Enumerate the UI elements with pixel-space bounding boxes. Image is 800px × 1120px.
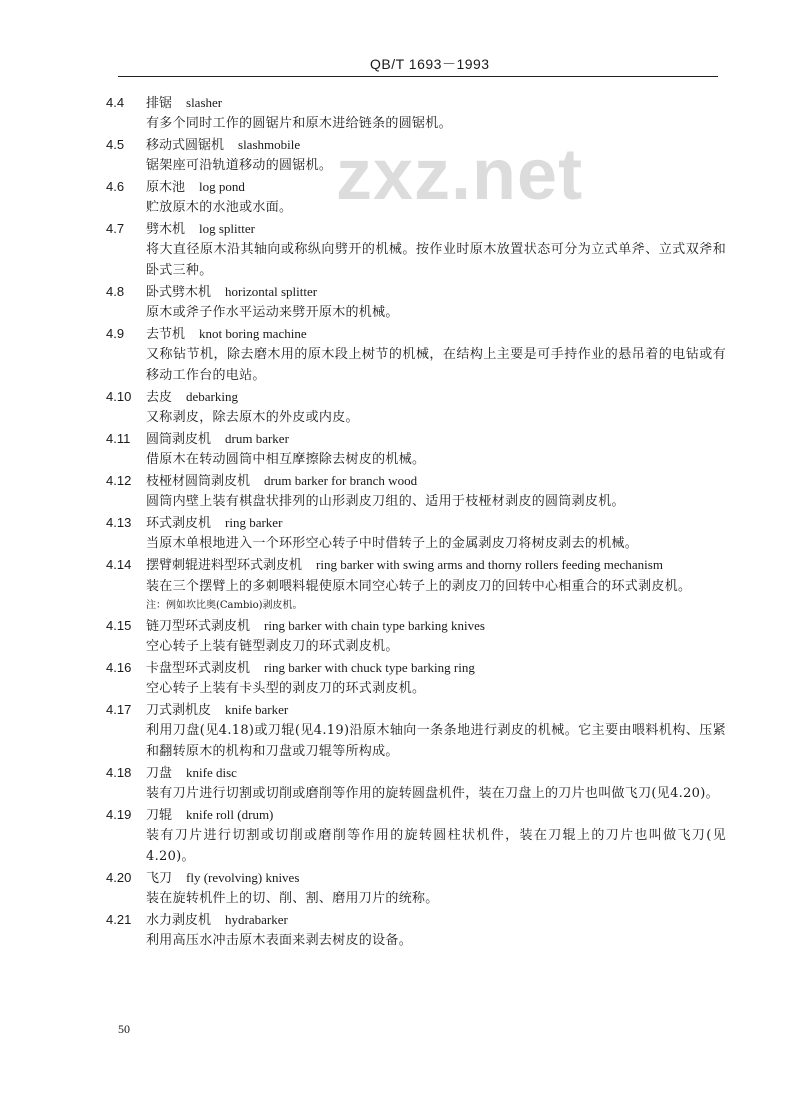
term-definition: 利用高压水冲击原木表面来剥去树皮的设备。	[146, 933, 413, 948]
term-english: drum barker for branch wood	[264, 473, 418, 488]
term-definition: 空心转子上装有卡头型的剥皮刀的环式剥皮机。	[146, 681, 426, 696]
term-definition: 装有刀片进行切割或切削或磨削等作用的旋转圆盘机件，装在刀盘上的刀片也叫做飞刀(见4.20)。	[146, 786, 719, 801]
term-number: 4.7	[106, 221, 125, 236]
term-chinese: 刀盘 knife disc	[146, 765, 237, 781]
term-entry	[0, 699, 800, 762]
term-definition: 利用刀盘(见4.18)或刀辊(见4.19)沿原木轴向一条条地进行剥皮的机械。它主要由喂料机构、压紧和翻转原木的机构和刀盘或刀辊等所构成。	[146, 723, 726, 759]
term-number: 4.19	[106, 807, 132, 822]
term-entry	[0, 218, 800, 281]
term-definition: 装在旋转机件上的切、削、割、磨用刀片的统称。	[146, 891, 439, 906]
term-english: log pond	[199, 179, 245, 194]
term-number: 4.15	[106, 618, 132, 633]
term-list	[0, 92, 800, 951]
term-definition: 又称剥皮，除去原木的外皮或内皮。	[146, 410, 359, 425]
term-chinese: 去节机 knot boring machine	[146, 326, 307, 342]
term-english: slashmobile	[238, 137, 301, 152]
term-number: 4.14	[106, 557, 132, 572]
term-english: ring barker with swing arms and thorny rollers feeding mechanism	[316, 557, 663, 572]
term-definition: 圆筒内壁上装有棋盘状排列的山形剥皮刀组的、适用于枝桠材剥皮的圆筒剥皮机。	[146, 494, 625, 509]
term-english: knife disc	[186, 765, 237, 780]
term-chinese: 移动式圆锯机 slashmobile	[146, 137, 301, 153]
term-number: 4.21	[106, 912, 132, 927]
term-chinese: 卡盘型环式剥皮机 ring barker with chuck type barking ring	[146, 660, 475, 676]
term-definition: 原木或斧子作水平运动来劈开原木的机械。	[146, 305, 399, 320]
term-english: drum barker	[225, 431, 289, 446]
term-definition: 当原木单根地进入一个环形空心转子中时借转子上的金属剥皮刀将树皮剥去的机械。	[146, 536, 639, 551]
term-chinese: 卧式劈木机 horizontal splitter	[146, 284, 318, 300]
term-chinese: 排锯 slasher	[146, 95, 223, 111]
term-entry	[0, 762, 800, 804]
term-chinese: 圆筒剥皮机 drum barker	[146, 431, 289, 447]
term-number: 4.12	[106, 473, 132, 488]
term-definition: 装有刀片进行切割或切削或磨削等作用的旋转圆柱状机件，装在刀辊上的刀片也叫做飞刀(见4.20)。	[146, 828, 726, 864]
standard-code-header: QB/T 1693－1993	[370, 56, 490, 72]
term-definition: 装在三个摆臂上的多刺喂料辊使原木同空心转子上的剥皮刀的回转中心相重合的环式剥皮机。	[146, 579, 692, 594]
term-chinese: 刀式剥机皮 knife barker	[146, 702, 289, 718]
term-english: hydrabarker	[225, 912, 288, 927]
term-number: 4.10	[106, 389, 132, 404]
term-entry	[0, 804, 800, 867]
term-english: log splitter	[199, 221, 255, 236]
term-chinese: 水力剥皮机 hydrabarker	[146, 912, 288, 928]
term-english: ring barker with chuck type barking ring	[264, 660, 475, 675]
term-definition: 又称钻节机，除去磨木用的原木段上树节的机械，在结构上主要是可手持作业的悬吊着的电钻或有移动工作台的电站。	[146, 347, 726, 383]
term-definition: 有多个同时工作的圆锯片和原木进给链条的圆锯机。	[146, 116, 452, 131]
term-definition: 贮放原木的水池或水面。	[146, 200, 293, 215]
term-english: knife roll (drum)	[186, 807, 274, 822]
term-entry	[0, 512, 800, 554]
term-definition: 将大直径原木沿其轴向或称纵向劈开的机械。按作业时原木放置状态可分为立式单斧、立式双斧和卧式三种。	[146, 242, 726, 278]
term-english: ring barker	[225, 515, 283, 530]
term-number: 4.11	[106, 431, 131, 446]
watermark: zxz.net	[336, 135, 584, 215]
term-entry	[0, 92, 800, 134]
term-chinese: 飞刀 fly (revolving) knives	[146, 870, 300, 886]
term-number: 4.9	[106, 326, 125, 341]
term-number: 4.8	[106, 284, 125, 299]
term-english: knot boring machine	[199, 326, 307, 341]
term-number: 4.17	[106, 702, 132, 717]
term-number: 4.18	[106, 765, 132, 780]
term-english: ring barker with chain type barking knives	[264, 618, 485, 633]
page-number: 50	[118, 1022, 130, 1036]
header-rule	[118, 76, 718, 77]
term-definition: 空心转子上装有链型剥皮刀的环式剥皮机。	[146, 639, 399, 654]
term-english: debarking	[186, 389, 238, 404]
term-chinese: 链刀型环式剥皮机 ring barker with chain type barking knives	[146, 618, 485, 634]
term-entry	[0, 867, 800, 909]
term-chinese: 枝桠材圆筒剥皮机 drum barker for branch wood	[146, 473, 418, 489]
term-definition: 借原木在转动圆筒中相互摩擦除去树皮的机械。	[146, 452, 426, 467]
term-chinese: 去皮 debarking	[146, 389, 238, 405]
term-note: 注：例如坎比奥(Cambio)剥皮机。	[146, 600, 303, 611]
term-chinese: 环式剥皮机 ring barker	[146, 515, 283, 531]
term-entry	[0, 323, 800, 386]
term-english: slasher	[186, 95, 223, 110]
term-definition: 锯架座可沿轨道移动的圆锯机。	[146, 158, 333, 173]
term-english: fly (revolving) knives	[186, 870, 300, 885]
term-number: 4.6	[106, 179, 125, 194]
term-entry	[0, 176, 800, 218]
term-number: 4.4	[106, 95, 125, 110]
term-entry	[0, 386, 800, 428]
term-number: 4.20	[106, 870, 132, 885]
term-entry	[0, 281, 800, 323]
term-number: 4.16	[106, 660, 132, 675]
term-entry	[0, 615, 800, 657]
term-entry	[0, 470, 800, 512]
term-entry	[0, 909, 800, 951]
term-english: horizontal splitter	[225, 284, 318, 299]
term-chinese: 原木池 log pond	[146, 179, 245, 195]
term-number: 4.5	[106, 137, 125, 152]
term-entry	[0, 657, 800, 699]
term-chinese: 劈木机 log splitter	[146, 221, 255, 237]
term-entry	[0, 554, 800, 615]
term-number: 4.13	[106, 515, 132, 530]
term-chinese: 刀辊 knife roll (drum)	[146, 807, 274, 823]
term-entry	[0, 134, 800, 176]
term-english: knife barker	[225, 702, 289, 717]
term-entry	[0, 428, 800, 470]
term-chinese: 摆臂刺辊进料型环式剥皮机 ring barker with swing arms and thorny rollers feeding mechanism	[146, 557, 663, 573]
